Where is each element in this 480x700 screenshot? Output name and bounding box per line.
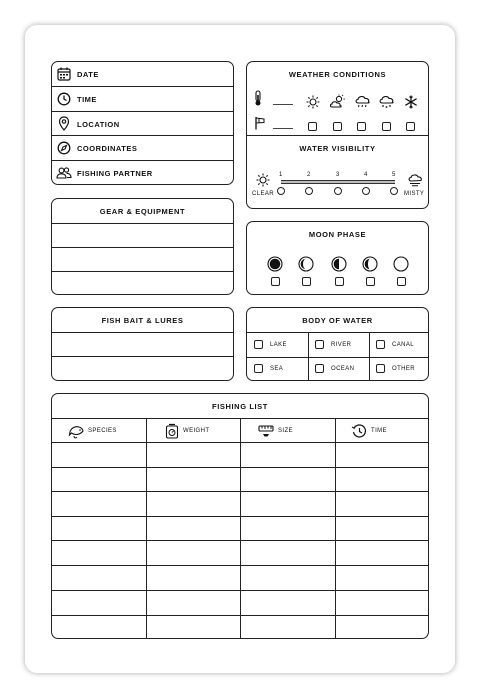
water-title: BODY OF WATER [302, 316, 373, 325]
first-quarter-icon [331, 256, 347, 272]
lake-checkbox[interactable] [254, 340, 263, 349]
body-of-water-box [246, 307, 429, 381]
scale-2-label: 2 [307, 172, 311, 178]
table-row[interactable] [52, 591, 428, 616]
location-label: LOCATION [77, 120, 120, 129]
new-moon-icon [267, 256, 283, 272]
canal-checkbox[interactable] [376, 340, 385, 349]
table-row[interactable] [52, 468, 428, 492]
river-checkbox[interactable] [315, 340, 324, 349]
gear-entry-row[interactable] [52, 272, 233, 295]
weight-header: WEIGHT [183, 428, 210, 434]
canal-label: CANAL [392, 342, 415, 348]
weather-conditions-box [246, 61, 429, 209]
fish-icon [68, 423, 84, 439]
wind-flag-icon [254, 116, 266, 130]
snowflake-icon [404, 95, 418, 109]
ruler-icon [258, 424, 274, 437]
scale-3-label: 3 [336, 172, 340, 178]
waning-crescent-checkbox[interactable] [366, 277, 375, 286]
weight-scale-icon [165, 423, 179, 439]
cloud-snow-icon [378, 94, 395, 109]
full-moon-icon [393, 256, 409, 272]
waning-crescent-icon [362, 256, 378, 272]
gear-title: GEAR & EQUIPMENT [99, 207, 186, 216]
time-row[interactable] [52, 87, 233, 112]
sun-icon [306, 95, 320, 109]
table-row[interactable] [52, 616, 428, 639]
thermometer-icon [253, 90, 263, 106]
trip-info-box [51, 61, 234, 185]
lake-label: LAKE [270, 342, 287, 348]
water-title-row [247, 308, 428, 333]
clear-label: CLEAR [252, 191, 275, 197]
time-history-icon [351, 423, 367, 439]
water-divider-2 [369, 333, 370, 381]
ocean-checkbox[interactable] [315, 364, 324, 373]
waxing-crescent-checkbox[interactable] [302, 277, 311, 286]
visibility-title: WATER VISIBILITY [299, 144, 376, 153]
wind-line[interactable] [273, 128, 293, 129]
fishing-list-title-row [52, 394, 428, 419]
fishing-partner-row[interactable] [52, 161, 233, 185]
visibility-radio-1[interactable] [277, 187, 285, 195]
clock-icon [57, 92, 71, 106]
fishing-list-box [51, 393, 429, 639]
water-divider-1 [308, 333, 309, 381]
partly-cloudy-checkbox[interactable] [333, 122, 342, 131]
clear-sun-icon [256, 173, 270, 187]
partly-cloudy-icon [329, 94, 346, 109]
size-header: SIZE [278, 428, 293, 434]
moon-title: MOON PHASE [308, 230, 367, 239]
scale-4-label: 4 [364, 172, 368, 178]
gear-title-row [52, 199, 233, 224]
scale-5-label: 5 [392, 172, 396, 178]
visibility-radio-4[interactable] [362, 187, 370, 195]
gear-equipment-box [51, 198, 234, 295]
misty-cloud-icon [407, 173, 423, 187]
ocean-label: OCEAN [331, 366, 355, 372]
bait-lures-box [51, 307, 234, 381]
species-header: SPECIES [88, 428, 117, 434]
people-icon [56, 166, 72, 180]
calendar-icon [57, 67, 71, 81]
table-row[interactable] [52, 443, 428, 468]
gear-entry-row[interactable] [52, 224, 233, 248]
bait-title: FISH BAIT & LURES [101, 316, 184, 325]
first-quarter-checkbox[interactable] [335, 277, 344, 286]
snowflake-checkbox[interactable] [406, 122, 415, 131]
table-row[interactable] [52, 541, 428, 566]
full-moon-checkbox[interactable] [397, 277, 406, 286]
table-row[interactable] [52, 492, 428, 517]
temperature-line[interactable] [273, 104, 293, 105]
location-row[interactable] [52, 112, 233, 136]
date-label: DATE [77, 70, 99, 79]
cloud-snow-checkbox[interactable] [382, 122, 391, 131]
time-header: TIME [371, 428, 387, 434]
bait-title-row [52, 308, 233, 333]
moon-phase-box [246, 221, 429, 295]
waxing-crescent-icon [298, 256, 314, 272]
cloud-rain-icon [354, 94, 371, 109]
table-row[interactable] [52, 517, 428, 541]
visibility-radio-2[interactable] [305, 187, 313, 195]
misty-label: MISTY [404, 191, 425, 197]
weather-divider [247, 135, 428, 136]
coordinates-row[interactable] [52, 136, 233, 161]
visibility-radio-5[interactable] [390, 187, 398, 195]
sun-checkbox[interactable] [308, 122, 317, 131]
visibility-scale-bar [281, 180, 395, 184]
weather-title: WEATHER CONDITIONS [288, 70, 387, 79]
location-pin-icon [57, 116, 71, 131]
other-checkbox[interactable] [376, 364, 385, 373]
date-row[interactable] [52, 62, 233, 87]
fishing-list-title: FISHING LIST [212, 402, 268, 411]
sea-checkbox[interactable] [254, 364, 263, 373]
coordinates-label: COORDINATES [77, 144, 138, 153]
bait-entry-row[interactable] [52, 357, 233, 381]
sea-label: SEA [270, 366, 284, 372]
compass-icon [57, 141, 71, 155]
visibility-radio-3[interactable] [334, 187, 342, 195]
table-row[interactable] [52, 566, 428, 591]
bait-entry-row[interactable] [52, 333, 233, 357]
other-label: OTHER [392, 366, 415, 372]
cloud-rain-checkbox[interactable] [357, 122, 366, 131]
new-moon-checkbox[interactable] [271, 277, 280, 286]
river-label: RIVER [331, 342, 352, 348]
fishing-partner-label: FISHING PARTNER [77, 169, 153, 178]
scale-1-label: 1 [279, 172, 283, 178]
time-label: TIME [77, 95, 97, 104]
gear-entry-row[interactable] [52, 248, 233, 272]
